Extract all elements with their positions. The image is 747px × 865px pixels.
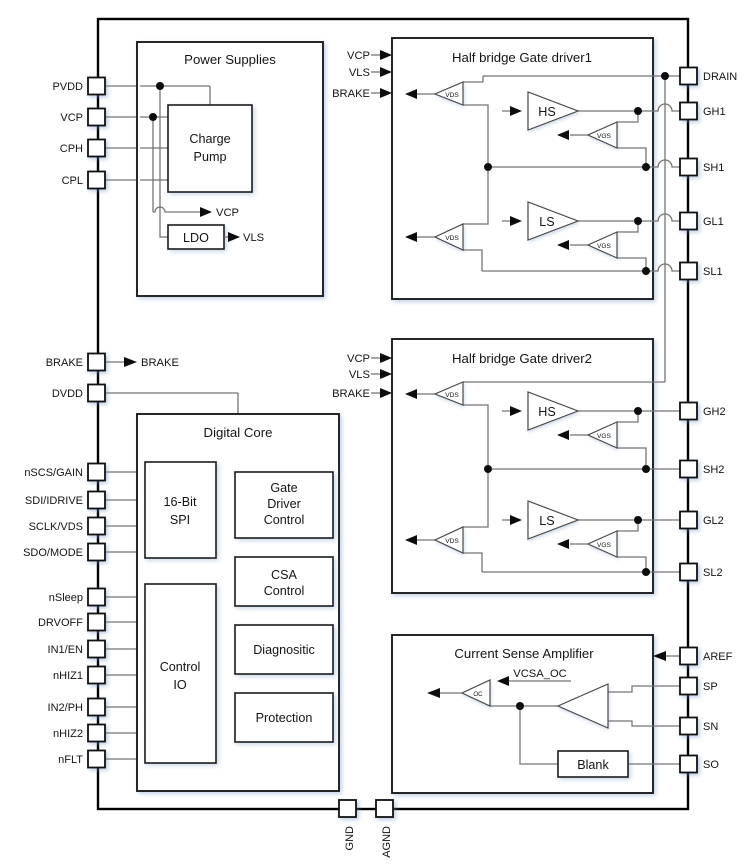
pin-sdo-mode	[88, 544, 105, 561]
gate-driver2-block	[332, 339, 680, 593]
spi-label-line2: SPI	[169, 513, 191, 527]
hs-label: HS	[538, 405, 556, 419]
pin-label: GH1	[703, 106, 726, 118]
pin-nscs-gain	[88, 464, 105, 481]
pin-label: CPL	[61, 175, 83, 187]
arrow-right-icon	[380, 67, 392, 77]
pin-label: DRVOFF	[37, 617, 83, 629]
vcp-internal-label: VCP	[216, 207, 240, 219]
arrow-right-icon	[380, 369, 392, 379]
power-supplies-title: Power Supplies	[184, 52, 276, 67]
driver2-vcp-in-label: VCP	[346, 353, 370, 365]
pin-label: SP	[703, 681, 718, 693]
digital-core-title: Digital Core	[203, 425, 273, 440]
arrow-right-icon	[380, 88, 392, 98]
vls-internal-label: VLS	[243, 232, 265, 244]
junction-dot	[516, 702, 524, 710]
pin-sh1	[680, 159, 697, 176]
pin-label: nSCS/GAIN	[24, 467, 83, 479]
junction-dot	[642, 465, 650, 473]
pin-dvdd	[88, 385, 105, 402]
driver1-brake-in-label: BRAKE	[332, 88, 370, 100]
arrow-right-icon	[380, 353, 392, 363]
pin-vcp	[88, 109, 105, 126]
pin-label: GL1	[703, 216, 724, 228]
vds-label: VDS	[445, 392, 459, 399]
pin-brake	[88, 354, 105, 371]
pin-label: nSleep	[48, 592, 83, 604]
junction-dot	[661, 72, 669, 80]
gate-driver1-block	[332, 38, 680, 299]
vgs-label: VGS	[597, 542, 611, 549]
pin-sl2	[680, 564, 697, 581]
arrow-right-icon	[380, 388, 392, 398]
pin-label: nHIZ1	[53, 670, 83, 682]
junction-dot	[642, 568, 650, 576]
pin-label: SCLK/VDS	[28, 521, 83, 533]
driver1-vcp-in-label: VCP	[346, 50, 370, 62]
pin-gh1	[680, 103, 697, 120]
pin-nsleep	[88, 589, 105, 606]
junction-dot	[634, 407, 642, 415]
pin-label-agnd: AGND	[381, 826, 393, 858]
vds-label: VDS	[445, 235, 459, 242]
pin-pvdd	[88, 78, 105, 95]
pin-gnd	[339, 800, 356, 817]
spi-box	[145, 462, 216, 558]
gdc-label-line3: Control	[263, 513, 305, 527]
pin-label: DVDD	[51, 388, 83, 400]
pin-label: VCP	[60, 112, 83, 124]
driver2-brake-in-label: BRAKE	[332, 388, 370, 400]
pin-nflt	[88, 751, 105, 768]
pin-label: SH2	[703, 464, 725, 476]
junction-dot	[156, 82, 164, 90]
ls-label: LS	[539, 215, 555, 229]
junction-dot	[642, 267, 650, 275]
brake-output	[124, 357, 179, 369]
junction-dot	[484, 465, 492, 473]
gate-driver1-title: Half bridge Gate driver1	[451, 50, 593, 65]
gdc-label-line1: Gate	[270, 481, 298, 495]
pin-label: BRAKE	[45, 357, 83, 369]
pin-gl1	[680, 213, 697, 230]
arrow-left-icon	[653, 651, 666, 661]
pin-label: SL2	[703, 567, 723, 579]
pin-in1-en	[88, 641, 105, 658]
ls-label: LS	[539, 514, 555, 528]
brake-arrow-icon	[124, 357, 137, 367]
pin-label: AREF	[703, 651, 733, 663]
pin-label: nHIZ2	[53, 728, 83, 740]
pin-cph	[88, 140, 105, 157]
gate-driver2-title: Half bridge Gate driver2	[451, 351, 593, 366]
pin-drvoff	[88, 614, 105, 631]
pin-sclk-vds	[88, 518, 105, 535]
pin-label: SH1	[703, 162, 725, 174]
control-io-label-line1: Control	[159, 660, 201, 674]
pin-label-gnd: GND	[344, 826, 356, 851]
csa-control-label-line1: CSA	[271, 568, 297, 582]
blank-label: Blank	[577, 758, 609, 772]
pin-label: GL2	[703, 515, 724, 527]
pin-label: CPH	[59, 143, 83, 155]
pin-label: IN1/EN	[47, 644, 83, 656]
pin-label: nFLT	[58, 754, 83, 766]
pin-label: PVDD	[52, 81, 83, 93]
pin-in2-ph	[88, 699, 105, 716]
charge-pump-label-line2: Pump	[193, 150, 227, 164]
pin-aref	[680, 648, 697, 665]
driver2-vls-in-label: VLS	[348, 369, 370, 381]
pin-gh2	[680, 403, 697, 420]
junction-dot	[149, 113, 157, 121]
brake-out-label: BRAKE	[141, 357, 179, 369]
charge-pump-label-line1: Charge	[189, 132, 231, 146]
control-io-label-line2: IO	[173, 678, 187, 692]
ldo-label: LDO	[183, 231, 209, 245]
arrow-right-icon	[380, 50, 392, 60]
protection-label: Protection	[255, 711, 313, 725]
pin-label: GH2	[703, 406, 726, 418]
pin-sdi-idrive	[88, 492, 105, 509]
pin-drain	[680, 68, 697, 85]
pin-label: IN2/PH	[47, 702, 83, 714]
junction-dot	[642, 163, 650, 171]
pin-so	[680, 756, 697, 773]
vds-label: VDS	[445, 538, 459, 545]
pin-sl1	[680, 263, 697, 280]
driver1-vls-in-label: VLS	[348, 67, 370, 79]
pin-nhiz1	[88, 667, 105, 684]
vgs-label: VGS	[597, 433, 611, 440]
csa-control-label-line2: Control	[263, 584, 305, 598]
junction-dot	[634, 217, 642, 225]
current-sense-amplifier-block	[392, 635, 680, 793]
pin-label: SDI/IDRIVE	[24, 495, 83, 507]
digital-core-block	[137, 414, 339, 791]
vcsa-oc-label: VCSA_OC	[513, 668, 567, 680]
charge-pump-box	[168, 105, 252, 192]
pin-label: SO	[703, 759, 719, 771]
hs-label: HS	[538, 105, 556, 119]
vds-label: VDS	[445, 92, 459, 99]
pin-label: SDO/MODE	[23, 547, 83, 559]
diagnostic-label: Diagnositic	[253, 643, 315, 657]
pin-agnd	[376, 800, 393, 817]
pin-cpl	[88, 172, 105, 189]
junction-dot	[634, 107, 642, 115]
pin-sn	[680, 718, 697, 735]
pin-label: SL1	[703, 266, 723, 278]
left-pins	[23, 78, 105, 768]
oc-label: OC	[473, 691, 483, 698]
csa-title: Current Sense Amplifier	[454, 646, 594, 661]
vgs-label: VGS	[597, 243, 611, 250]
vgs-label: VGS	[597, 133, 611, 140]
gdc-label-line2: Driver	[267, 497, 301, 511]
pin-label: DRAIN	[703, 71, 738, 83]
gate-driver1-box	[392, 38, 653, 299]
junction-dot	[634, 516, 642, 524]
pin-sp	[680, 678, 697, 695]
pin-gl2	[680, 512, 697, 529]
junction-dot	[484, 163, 492, 171]
pin-sh2	[680, 461, 697, 478]
pin-label: SN	[703, 721, 719, 733]
spi-label-line1: 16-Bit	[163, 495, 197, 509]
pin-nhiz2	[88, 725, 105, 742]
power-supplies-block	[137, 42, 323, 296]
